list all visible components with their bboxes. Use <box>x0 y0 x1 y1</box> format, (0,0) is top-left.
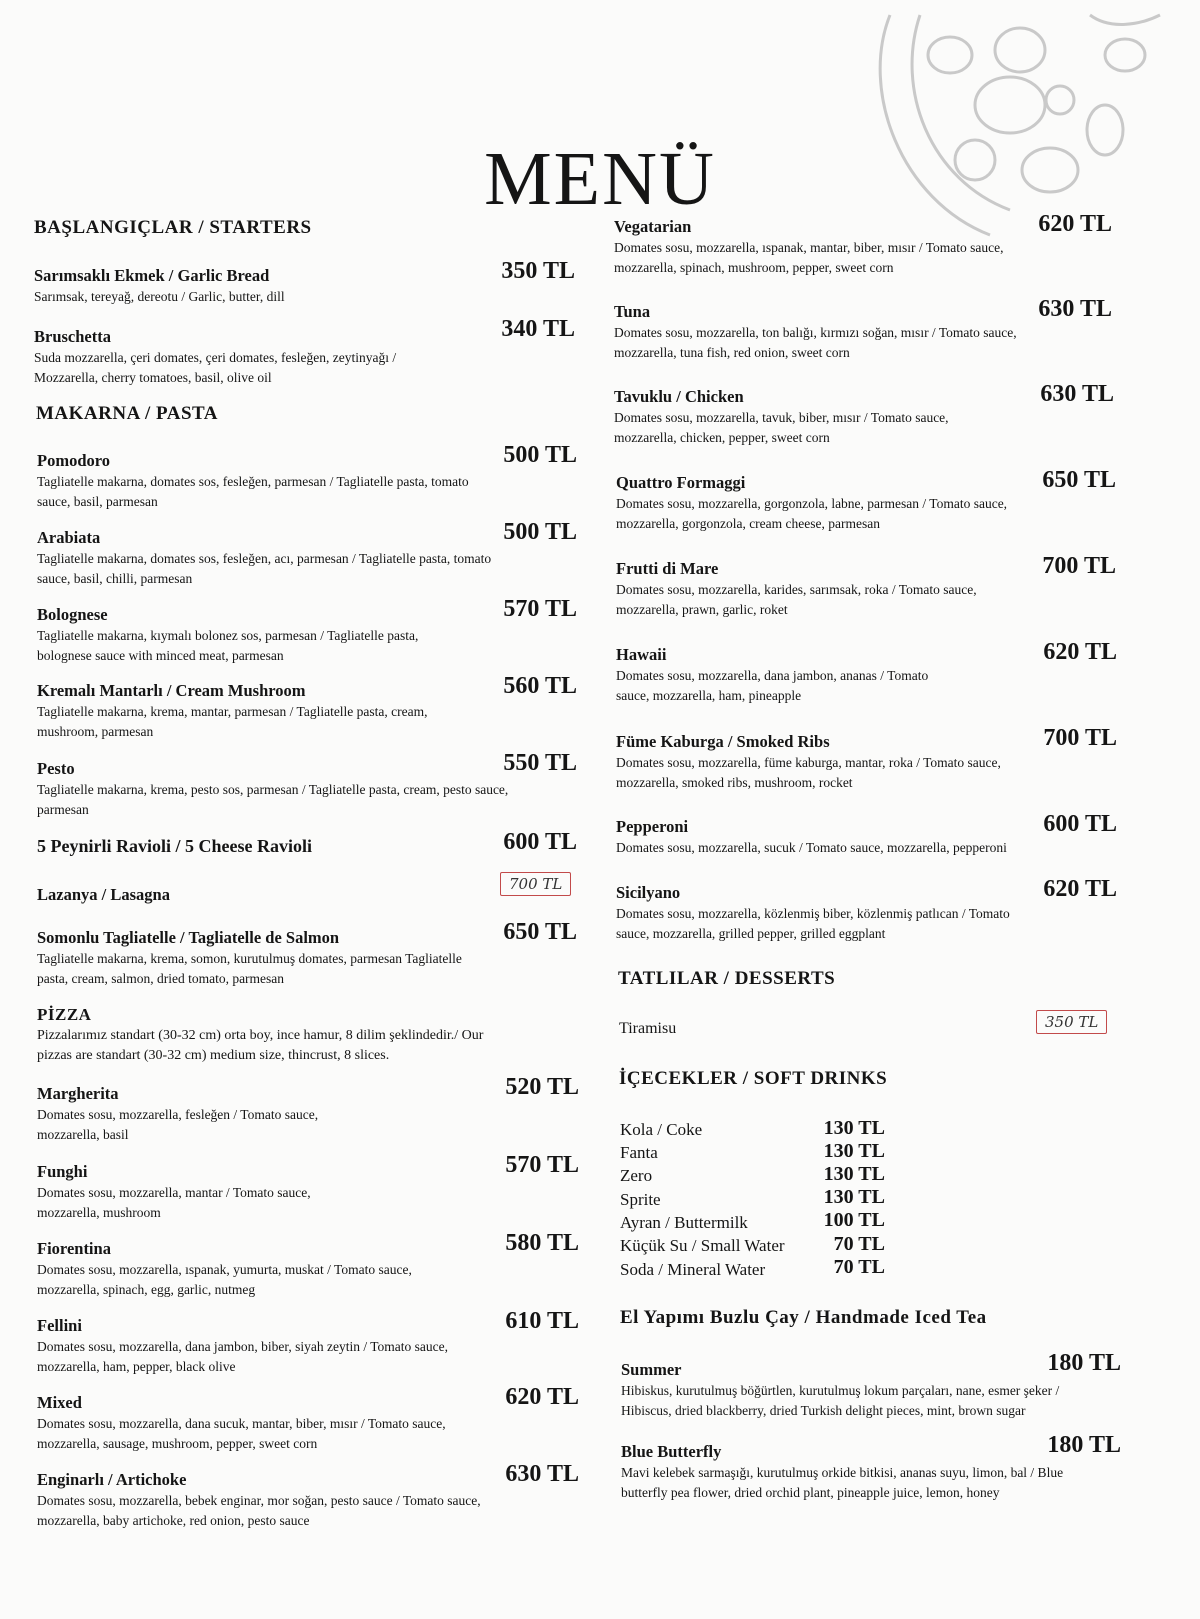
menu-item-garlic-bread <box>34 266 474 307</box>
item-name: Tavuklu / Chicken <box>614 387 744 406</box>
drink-price: 100 TL <box>823 1209 885 1231</box>
menu-item-funghi <box>37 1162 357 1223</box>
section-drinks: İÇECEKLER / SOFT DRINKS <box>619 1068 888 1089</box>
item-name: Mixed <box>37 1393 82 1412</box>
item-name: Sarımsaklı Ekmek / Garlic Bread <box>34 266 270 285</box>
item-name: Pesto <box>37 759 75 778</box>
menu-item-bolognese <box>37 605 467 666</box>
menu-item-quattro-formaggi <box>616 473 1056 534</box>
item-desc: Tagliatelle makarna, krema, pesto sos, parmesan / Tagliatelle pasta, cream, pesto sauce, parmesan <box>37 782 509 817</box>
item-desc: Domates sosu, mozzarella, ıspanak, yumurta, muskat / Tomato sauce, mozzarella, spinach, egg, garlic, nutmeg <box>37 1262 412 1297</box>
item-name: Fellini <box>37 1316 82 1335</box>
item-price: 620 TL <box>1038 211 1112 237</box>
item-price: 620 TL <box>505 1384 579 1410</box>
menu-item-frutti-di-mare <box>616 559 1026 620</box>
drink-price: 130 TL <box>823 1117 885 1139</box>
menu-item-hawaii <box>616 645 936 706</box>
item-desc: Tagliatelle makarna, krema, mantar, parmesan / Tagliatelle pasta, cream, mushroom, parmesan <box>37 704 428 739</box>
item-name: Sicilyano <box>616 883 681 902</box>
menu-item-margherita <box>37 1084 367 1145</box>
item-desc: Domates sosu, mozzarella, dana jambon, ananas / Tomato sauce, mozzarella, ham, pineapple <box>616 668 929 703</box>
item-desc: Mavi kelebek sarmaşığı, kurutulmuş orkide bitkisi, ananas suyu, limon, bal / Blue butterfly pea flower, dried orchid plant, pineapple juice, lemon, honey <box>621 1465 1064 1500</box>
item-price: 350 TL <box>501 258 575 284</box>
item-price: 500 TL <box>503 519 577 545</box>
item-name: Kremalı Mantarlı / Cream Mushroom <box>37 681 306 700</box>
section-desserts: TATLILAR / DESSERTS <box>618 968 836 989</box>
section-starters: BAŞLANGIÇLAR / STARTERS <box>34 217 312 238</box>
drink-price: 70 TL <box>833 1256 885 1278</box>
item-name: Funghi <box>37 1162 88 1181</box>
item-price: 630 TL <box>505 1461 579 1487</box>
menu-item-chicken <box>614 387 994 448</box>
item-desc: Tagliatelle makarna, domates sos, fesleğen, acı, parmesan / Tagliatelle pasta, tomato sauce, basil, chilli, parmesan <box>37 551 492 586</box>
menu-item-sicilyano <box>616 883 1026 944</box>
item-name: Füme Kaburga / Smoked Ribs <box>616 732 830 751</box>
handwritten-price: 350 TL <box>1036 1010 1107 1034</box>
item-name: Pepperoni <box>616 817 689 836</box>
handwritten-price: 700 TL <box>500 872 571 896</box>
item-desc: Domates sosu, mozzarella, dana sucuk, mantar, biber, mısır / Tomato sauce, mozzarella, sausage, mushroom, pepper, sweet corn <box>37 1416 446 1451</box>
item-desc: Domates sosu, mozzarella, mantar / Tomato sauce, mozzarella, mushroom <box>37 1185 311 1220</box>
item-price: 180 TL <box>1047 1432 1121 1458</box>
drink-price: 130 TL <box>823 1163 885 1185</box>
item-price: 610 TL <box>505 1308 579 1334</box>
menu-item-bruschetta <box>34 327 454 388</box>
item-price: 630 TL <box>1038 296 1112 322</box>
menu-item-mixed <box>37 1393 507 1454</box>
section-pizza: PİZZA <box>37 1005 92 1024</box>
menu-item-vegatarian <box>614 217 1014 278</box>
item-name: Hawaii <box>616 645 667 664</box>
item-desc: Domates sosu, mozzarella, ıspanak, mantar, biber, mısır / Tomato sauce, mozzarella, spinach, mushroom, pepper, sweet corn <box>614 240 1004 275</box>
drink-name: Ayran / Buttermilk <box>620 1213 748 1232</box>
menu-item-smoked-ribs <box>616 732 1046 793</box>
item-price: 500 TL <box>503 442 577 468</box>
item-name: Somonlu Tagliatelle / Tagliatelle de Salmon <box>37 928 340 947</box>
menu-item-pepperoni <box>616 817 1056 858</box>
item-price: 700 TL <box>1043 725 1117 751</box>
item-name: Blue Butterfly <box>621 1442 722 1461</box>
item-name: Fiorentina <box>37 1239 111 1258</box>
item-desc: Domates sosu, mozzarella, ton balığı, kırmızı soğan, mısır / Tomato sauce, mozzarella, tuna fish, red onion, sweet corn <box>614 325 1017 360</box>
item-price: 340 TL <box>501 316 575 342</box>
item-price: 180 TL <box>1047 1350 1121 1376</box>
item-price: 650 TL <box>503 919 577 945</box>
item-desc: Domates sosu, mozzarella, bebek enginar, mor soğan, pesto sauce / Tomato sauce, mozzarella, baby artichoke, red onion, pesto sauce <box>37 1493 481 1528</box>
item-name: Tuna <box>614 302 651 321</box>
item-desc: Hibiskus, kurutulmuş böğürtlen, kurutulmuş lokum parçaları, nane, esmer şeker / Hibiscus, dried blackberry, dried Turkish delight pieces, mint, brown sugar <box>621 1383 1060 1418</box>
drink-price: 70 TL <box>833 1233 885 1255</box>
item-price: 620 TL <box>1043 639 1117 665</box>
item-name: Quattro Formaggi <box>616 473 746 492</box>
item-desc: Domates sosu, mozzarella, fesleğen / Tomato sauce, mozzarella, basil <box>37 1107 319 1142</box>
item-price: 580 TL <box>505 1230 579 1256</box>
menu-item-cheese-ravioli <box>37 836 477 856</box>
item-name: Margherita <box>37 1084 119 1103</box>
drink-name: Soda / Mineral Water <box>620 1260 766 1279</box>
drink-name: Kola / Coke <box>620 1120 703 1139</box>
item-price: 520 TL <box>505 1074 579 1100</box>
item-desc: Suda mozzarella, çeri domates, çeri domates, fesleğen, zeytinyağı / Mozzarella, cherry tomatoes, basil, olive oil <box>34 350 397 385</box>
item-name: Lazanya / Lasagna <box>37 885 170 904</box>
item-name: Arabiata <box>37 528 101 547</box>
item-price: 560 TL <box>503 673 577 699</box>
item-price: 570 TL <box>505 1152 579 1178</box>
item-name: Vegatarian <box>614 217 692 236</box>
item-price: 620 TL <box>1043 876 1117 902</box>
menu-item-tuna <box>614 302 1064 363</box>
drink-name: Küçük Su / Small Water <box>620 1236 785 1255</box>
menu-item-cream-mushroom <box>37 681 437 742</box>
item-name: Summer <box>621 1360 682 1379</box>
drink-name: Fanta <box>620 1143 658 1162</box>
item-price: 600 TL <box>503 829 577 855</box>
menu-item-arabiata <box>37 528 497 589</box>
item-name-tiramisu: Tiramisu <box>619 1020 677 1037</box>
drink-name: Sprite <box>620 1190 661 1209</box>
item-name: Enginarlı / Artichoke <box>37 1470 187 1489</box>
menu-item-lasagna <box>37 885 477 905</box>
section-pasta: MAKARNA / PASTA <box>36 403 219 424</box>
menu-item-fiorentina <box>37 1239 477 1300</box>
item-desc: Domates sosu, mozzarella, füme kaburga, mantar, roka / Tomato sauce, mozzarella, smoked ribs, mushroom, rocket <box>616 755 1001 790</box>
item-desc: Tagliatelle makarna, domates sos, fesleğen, parmesan / Tagliatelle pasta, tomato sauce, basil, parmesan <box>37 474 469 509</box>
section-iced-tea: El Yapımı Buzlu Çay / Handmade Iced Tea <box>620 1307 987 1328</box>
menu-item-salmon-tagliatelle <box>37 928 477 989</box>
item-desc: Domates sosu, mozzarella, gorgonzola, labne, parmesan / Tomato sauce, mozzarella, gorgonzola, cream cheese, parmesan <box>616 496 1008 531</box>
item-price: 600 TL <box>1043 811 1117 837</box>
drink-price: 130 TL <box>823 1140 885 1162</box>
item-price: 630 TL <box>1040 381 1114 407</box>
item-price: 700 TL <box>1042 553 1116 579</box>
item-desc: Sarımsak, tereyağ, dereotu / Garlic, butter, dill <box>34 289 285 304</box>
menu-item-pomodoro <box>37 451 477 512</box>
drink-name: Zero <box>620 1166 653 1185</box>
item-desc: Tagliatelle makarna, krema, somon, kurutulmuş domates, parmesan Tagliatelle pasta, cream, salmon, dried tomato, parmesan <box>37 951 462 986</box>
pizza-note: Pizzalarımız standart (30-32 cm) orta boy, ince hamur, 8 dilim şeklindedir./ Our pizzas are standart (30-32 cm) medium size, thincrust, 8 slices. <box>37 1028 484 1063</box>
item-name: Pomodoro <box>37 451 111 470</box>
drink-price: 130 TL <box>823 1186 885 1208</box>
item-desc: Domates sosu, mozzarella, tavuk, biber, mısır / Tomato sauce, mozzarella, chicken, pepper, sweet corn <box>614 410 949 445</box>
item-name: Bruschetta <box>34 327 111 346</box>
item-name: Frutti di Mare <box>616 559 719 578</box>
item-desc: Domates sosu, mozzarella, karides, sarımsak, roka / Tomato sauce, mozzarella, prawn, garlic, roket <box>616 582 977 617</box>
menu-title: MENÜ <box>484 136 716 221</box>
item-desc: Domates sosu, mozzarella, dana jambon, biber, siyah zeytin / Tomato sauce, mozzarella, ham, pepper, black olive <box>37 1339 449 1374</box>
item-desc: Domates sosu, mozzarella, sucuk / Tomato sauce, mozzarella, pepperoni <box>616 840 1007 855</box>
item-desc: Tagliatelle makarna, kıymalı bolonez sos, parmesan / Tagliatelle pasta, bolognese sauce with minced meat, parmesan <box>37 628 419 663</box>
item-price: 550 TL <box>503 750 577 776</box>
item-price: 570 TL <box>503 596 577 622</box>
menu-item-fellini <box>37 1316 507 1377</box>
item-desc: Domates sosu, mozzarella, közlenmiş biber, közlenmiş patlıcan / Tomato sauce, mozzarella, grilled pepper, grilled eggplant <box>616 906 1010 941</box>
item-name: Bolognese <box>37 605 108 624</box>
item-name: 5 Peynirli Ravioli / 5 Cheese Ravioli <box>37 836 312 856</box>
item-price: 650 TL <box>1042 467 1116 493</box>
